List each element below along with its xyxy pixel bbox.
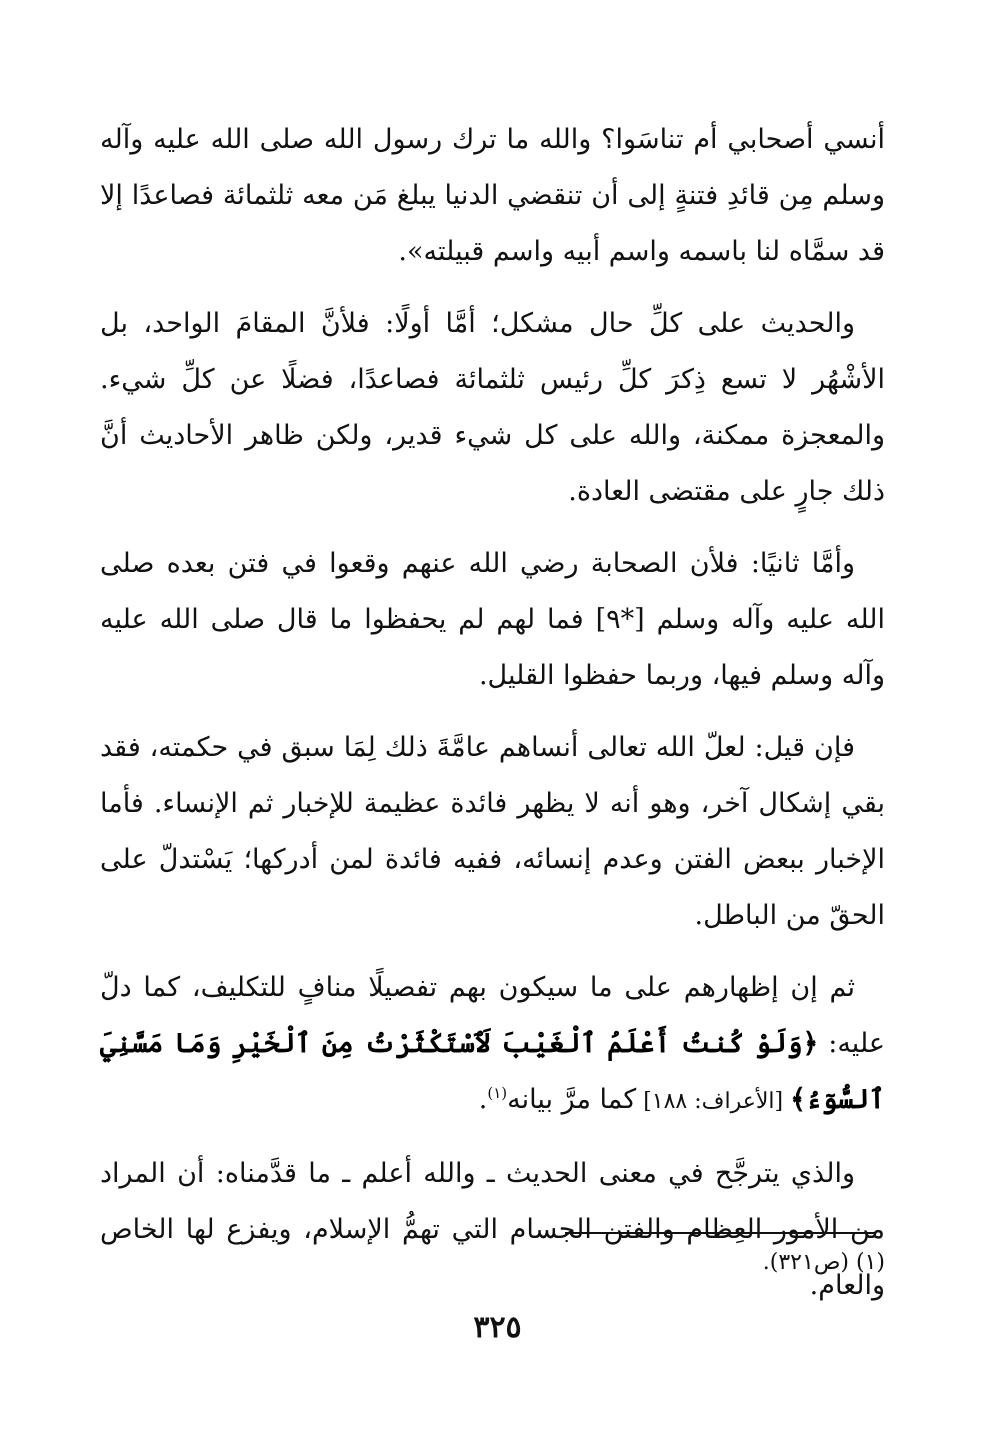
paragraph-5	[100, 960, 885, 1130]
paragraph-1: أنسي أصحابي أم تناسَوا؟ والله ما ترك رسول الله صلى الله عليه وآله وسلم مِن قائدِ فتنةٍ إلى أن تنقضي الدنيا يبلغ مَن معه ثلثمائة فصاعدًا إلا قد سمَّاه لنا باسمه واسم أبيه واسم قبيلته».	[100, 124, 885, 267]
footnote-reference[interactable]: (١)	[487, 1084, 508, 1102]
paragraph-5-text-after: كما مرَّ بيانه	[507, 1084, 637, 1115]
paragraph-2: والحديث على كلِّ حال مشكل؛ أمَّا أولًا: فلأنَّ المقامَ الواحد، بل الأشْهُر لا تسع ذِكرَ كلِّ رئيس ثلثمائة فصاعدًا، فضلًا عن كلِّ شيء. والمعجزة ممكنة، والله على كل شيء قدير، ولكن ظاهر الأحاديث أنَّ ذلك جارٍ على مقتضى العادة.	[100, 308, 885, 507]
page-number: ٣٢٥	[473, 1310, 522, 1345]
quran-verse: ﴿وَلَوْ كُنتُ أَعْلَمُ ٱلْغَيْبَ لَٱسْتَكْثَرْتُ مِنَ ٱلْخَيْرِ وَمَا مَسَّنِيَ ٱلسُّوٓءُ﴾	[100, 1028, 885, 1115]
paragraph-6: والذي يترجَّح في معنى الحديث ـ والله أعلم ـ ما قدَّمناه: أن المراد من الأمور العِظام والفتن الجسام التي تهمُّ الإسلام، ويفزع لها الخاص والعام.	[100, 1158, 885, 1301]
paragraph-5-text-before: ثم إن إظهارهم على ما سيكون بهم تفصيلًا منافٍ للتكليف، كما دلّ عليه:	[100, 972, 886, 1059]
footnote: (١) (ص٣٢١).	[762, 1250, 885, 1275]
paragraph-3: وأمَّا ثانيًا: فلأن الصحابة رضي الله عنهم وقعوا في فتن بعده صلى الله عليه وآله وسلم [*٩] فما لهم لم يحفظوا ما قال صلى الله عليه وآله وسلم فيها، وربما حفظوا القليل.	[100, 548, 885, 691]
page-body	[100, 112, 885, 1330]
paragraph-4: فإن قيل: لعلّ الله تعالى أنساهم عامَّةَ ذلك لِمَا سبق في حكمته، فقد بقي إشكال آخر، وهو أنه لا يظهر فائدة عظيمة للإخبار ثم الإنساء. فأما الإخبار ببعض الفتن وعدم إنسائه، ففيه فائدة لمن أدركها؛ يَسْتدلّ على الحقّ من الباطل.	[100, 732, 885, 931]
paragraph-5-end: .	[478, 1084, 488, 1115]
verse-citation: [الأعراف: ١٨٨]	[636, 1089, 791, 1114]
footnote-divider	[565, 1232, 875, 1234]
